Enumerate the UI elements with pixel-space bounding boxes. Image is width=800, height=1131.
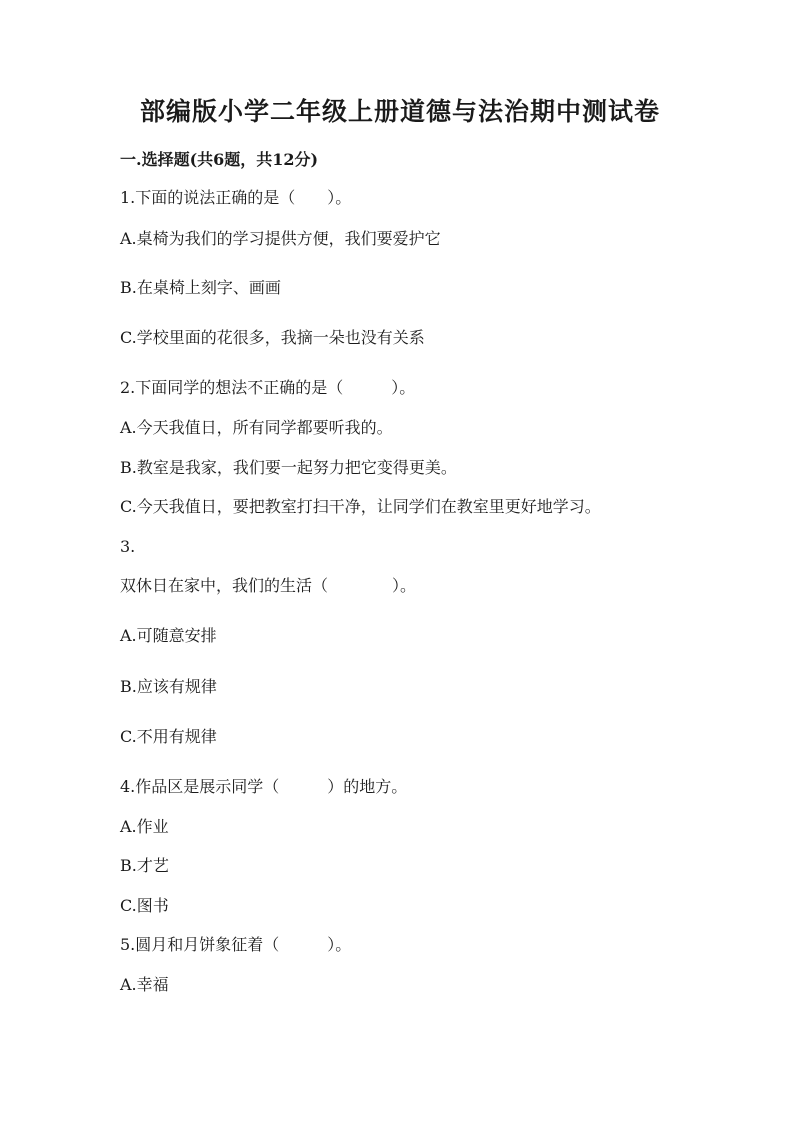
question-3-option-b: B.应该有规律 [120,677,217,696]
question-2-option-b: B.教室是我家，我们要一起努力把它变得更美。 [120,458,457,477]
question-3-option-c: C.不用有规律 [120,727,217,746]
question-5-option-a: A.幸福 [120,975,169,994]
question-4-option-c: C.图书 [120,896,169,915]
question-1-stem: 1.下面的说法正确的是（ ）。 [120,188,352,207]
question-5-stem: 5.圆月和月饼象征着（ ）。 [120,935,352,954]
question-2-option-c: C.今天我值日，要把教室打扫干净，让同学们在教室里更好地学习。 [120,497,601,516]
section-heading: 一.选择题(共6题，共12分) [120,150,319,169]
question-4-stem: 4.作品区是展示同学（ ）的地方。 [120,777,408,796]
question-1-option-c: C.学校里面的花很多，我摘一朵也没有关系 [120,328,425,347]
question-1-option-b: B.在桌椅上刻字、画画 [120,278,281,297]
question-2-option-a: A.今天我值日，所有同学都要听我的。 [120,418,393,437]
question-4-option-a: A.作业 [120,817,169,836]
question-4-option-b: B.才艺 [120,856,169,875]
question-1-option-a: A.桌椅为我们的学习提供方便，我们要爱护它 [120,229,441,248]
question-3-number: 3. [120,537,136,556]
question-2-stem: 2.下面同学的想法不正确的是（ ）。 [120,378,416,397]
question-3-option-a: A.可随意安排 [120,626,217,645]
question-3-stem: 双休日在家中，我们的生活（ ）。 [120,576,417,595]
page-title: 部编版小学二年级上册道德与法治期中测试卷 [139,97,660,126]
